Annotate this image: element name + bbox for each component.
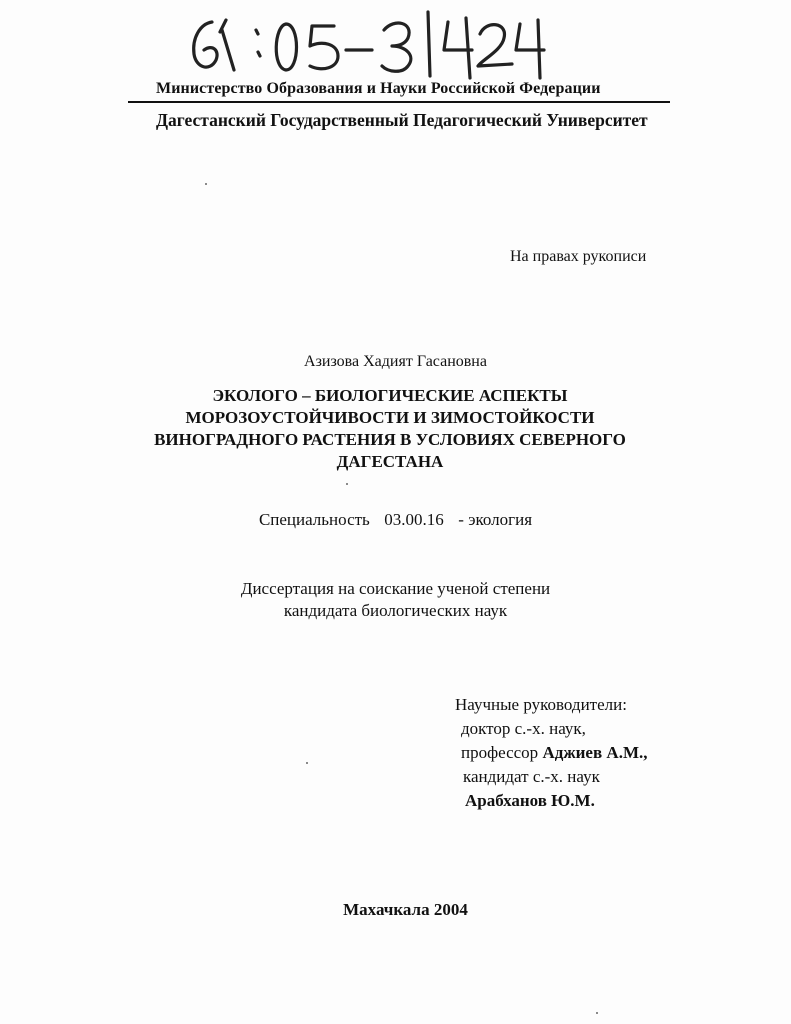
advisor-2-name: Арабханов Ю.М.: [465, 791, 595, 810]
degree-line: Диссертация на соискание ученой степени: [240, 579, 551, 598]
degree-statement: [0, 578, 791, 622]
advisor-1-name: Аджиев А.М.,: [542, 743, 648, 762]
advisors-heading: Научные руководители:: [455, 695, 627, 714]
title-line: ЭКОЛОГО – БИОЛОГИЧЕСКИЕ АСПЕКТЫ: [212, 386, 568, 405]
scan-speck: [205, 183, 207, 185]
advisor-1-degree: доктор с.-х. наук,: [461, 719, 586, 738]
title-line: ВИНОГРАДНОГО РАСТЕНИЯ В УСЛОВИЯХ СЕВЕРНОГО: [154, 430, 626, 449]
specialty-name: - экология: [458, 510, 533, 529]
advisor-2-degree: кандидат с.-х. наук: [463, 767, 600, 786]
ministry-header: Министерство Образования и Науки Российской Федерации: [156, 80, 601, 97]
specialty-label: Специальность: [258, 510, 370, 529]
specialty-line: [0, 510, 791, 530]
rights-note: На правах рукописи: [510, 248, 647, 265]
specialty-code: 03.00.16: [384, 510, 444, 529]
handwritten-archive-code: [182, 8, 562, 80]
university-header: Дагестанский Государственный Педагогический Университет: [156, 110, 648, 130]
scan-speck: [346, 483, 348, 485]
advisors-block: [455, 693, 755, 813]
author-name: Азизова Хадият Гасановна: [304, 353, 487, 370]
advisor-1-line: [455, 741, 755, 765]
title-line: МОРОЗОУСТОЙЧИВОСТИ И ЗИМОСТОЙКОСТИ: [185, 408, 595, 427]
scan-speck: [306, 762, 308, 764]
degree-line: кандидата биологических наук: [283, 601, 508, 620]
advisor-1-title: профессор: [461, 743, 539, 762]
header-rule: [128, 101, 670, 103]
title-line: ДАГЕСТАНА: [336, 452, 444, 471]
city-year: Махачкала 2004: [343, 900, 468, 919]
dissertation-title: [120, 385, 660, 473]
scan-speck: [596, 1012, 598, 1014]
